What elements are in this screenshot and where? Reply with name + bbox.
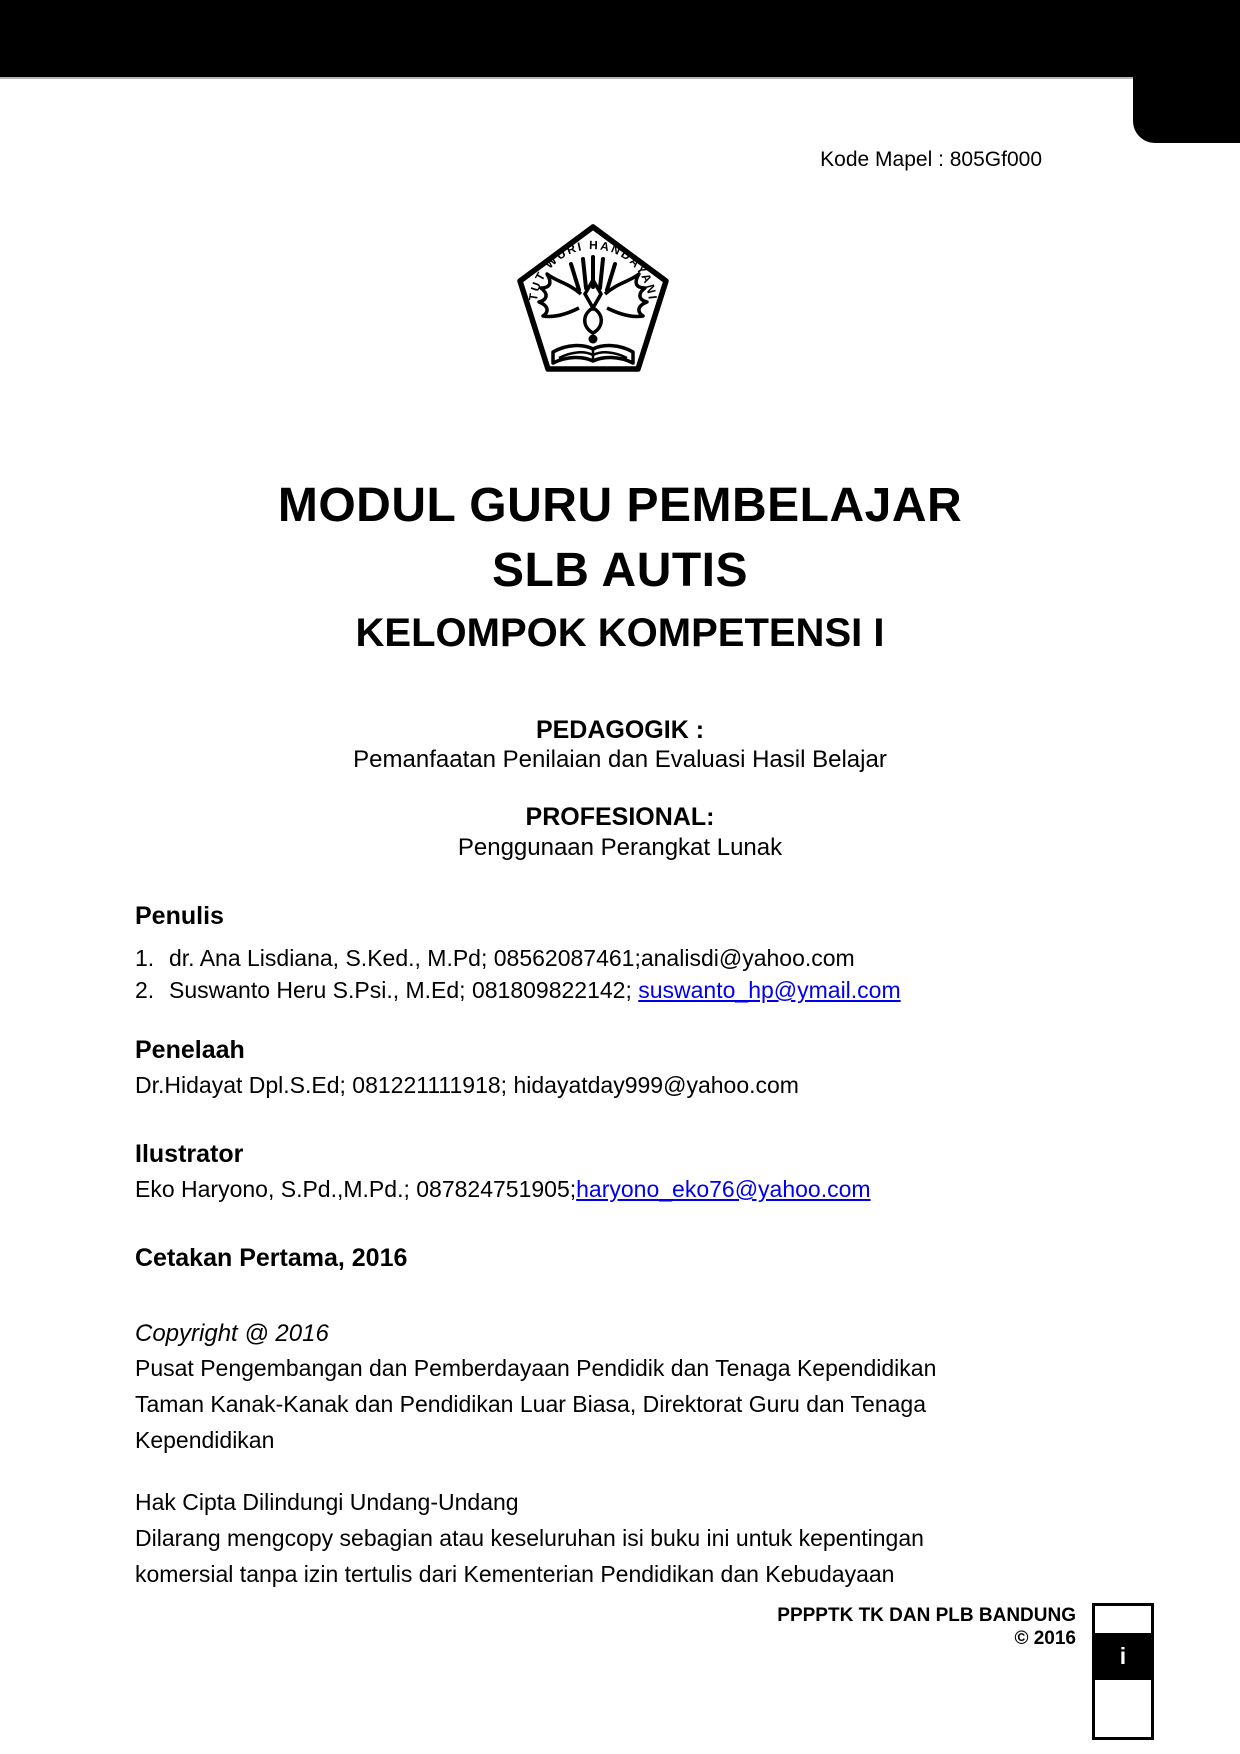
profesional-description: Penggunaan Perangkat Lunak xyxy=(457,834,783,861)
logo-flame-fan xyxy=(571,257,615,290)
competency-group-title: KELOMPOK KOMPETENSI I xyxy=(355,611,885,655)
author-email-link[interactable]: suswanto_hp@ymail.com xyxy=(638,977,901,1003)
publisher-line: Pusat Pengembangan dan Pemberdayaan Pendidik dan Tenaga Kependidikan xyxy=(135,1355,937,1381)
logo-drop xyxy=(585,308,602,333)
publisher-line: Taman Kanak-Kanak dan Pendidikan Luar Biasa, Direktorat Guru dan Tenaga xyxy=(135,1391,927,1417)
publisher-line: Kependidikan xyxy=(135,1427,275,1453)
logo-dot xyxy=(589,335,598,344)
page-indicator-top-cell xyxy=(1095,1606,1151,1633)
rights-line: Hak Cipta Dilindungi Undang-Undang xyxy=(135,1489,519,1515)
reviewer-heading: Penelaah xyxy=(135,1036,245,1064)
copyright-line: Copyright @ 2016 xyxy=(135,1320,329,1347)
illustrator-text xyxy=(135,1176,871,1203)
profesional-label: PROFESIONAL: xyxy=(525,803,715,831)
author-number: 2. xyxy=(135,977,155,1003)
publisher-paragraph xyxy=(135,1350,936,1458)
author-list xyxy=(135,942,901,1006)
reviewer-text: Dr.Hidayat Dpl.S.Ed; 081221111918; hidayatday999@yahoo.com xyxy=(135,1072,799,1098)
author-text: dr. Ana Lisdiana, S.Ked., M.Pd; 08562087461;analisdi@yahoo.com xyxy=(169,945,855,971)
publisher-credit-year: © 2016 xyxy=(1014,1628,1076,1649)
page-number: i xyxy=(1095,1633,1151,1680)
pedagogik-description: Pemanfaatan Penilaian dan Evaluasi Hasil Belajar xyxy=(353,746,887,773)
publisher-credit xyxy=(777,1604,1076,1650)
logo-motto-text: TUT WURI HANDAYANI xyxy=(526,238,660,302)
rights-paragraph xyxy=(135,1484,924,1592)
page-indicator xyxy=(1092,1603,1154,1740)
authors-heading: Penulis xyxy=(135,902,224,930)
tut-wuri-handayani-logo xyxy=(513,222,673,374)
pedagogik-label: PEDAGOGIK : xyxy=(535,716,705,744)
publisher-credit-org: PPPPTK TK DAN PLB BANDUNG xyxy=(777,1605,1076,1626)
author-item-2 xyxy=(135,974,901,1006)
rights-line: Dilarang mengcopy sebagian atau keseluruhan isi buku ini untuk kepentingan xyxy=(135,1525,924,1551)
rights-line: komersial tanpa izin tertulis dari Kementerian Pendidikan dan Kebudayaan xyxy=(135,1561,895,1587)
corner-tab xyxy=(1133,0,1240,143)
illustrator-heading: Ilustrator xyxy=(135,1140,244,1168)
subject-code-label: Kode Mapel : 805Gf000 xyxy=(820,148,1042,171)
module-title-line1: MODUL GURU PEMBELAJAR xyxy=(277,479,963,532)
author-item-1 xyxy=(135,942,901,974)
author-number: 1. xyxy=(135,945,155,971)
illustrator-info: Eko Haryono, S.Pd.,M.Pd.; 087824751905; xyxy=(135,1176,577,1202)
top-bar xyxy=(0,0,1240,79)
illustrator-email-link[interactable]: haryono_eko76@yahoo.com xyxy=(576,1176,871,1202)
author-text: Suswanto Heru S.Psi., M.Ed; 081809822142; xyxy=(169,977,639,1003)
page-indicator-bottom-cell xyxy=(1095,1680,1151,1737)
module-title-line2: SLB AUTIS xyxy=(491,544,749,597)
edition-line: Cetakan Pertama, 2016 xyxy=(135,1244,408,1272)
